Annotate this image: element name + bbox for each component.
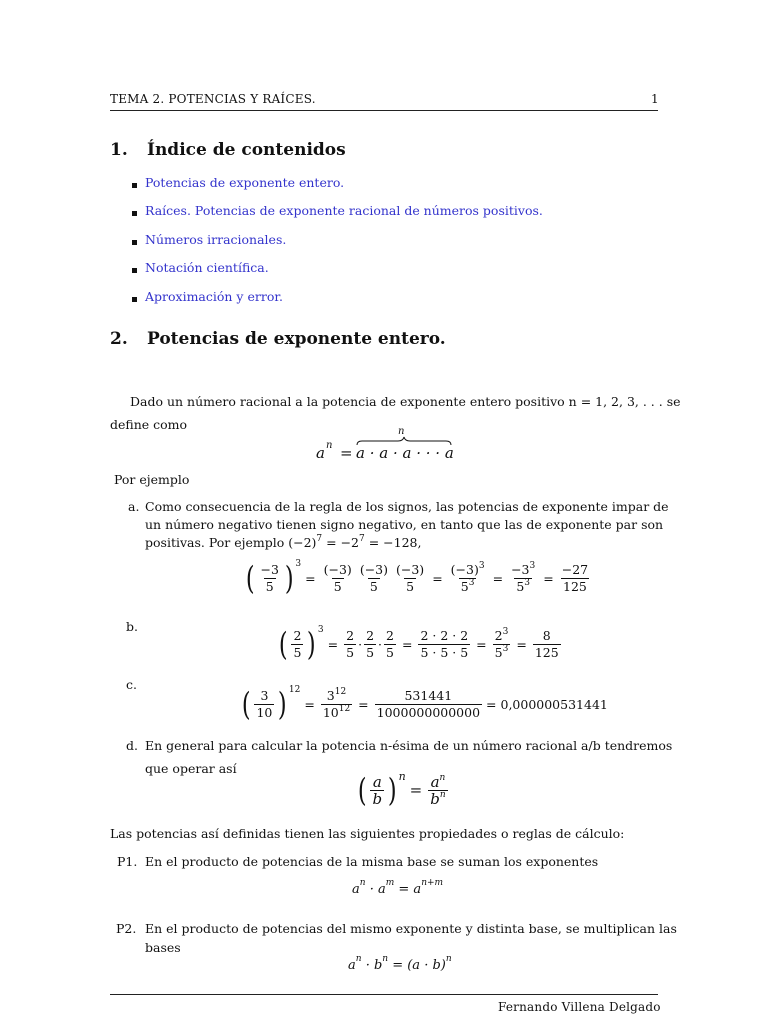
def-product: a · a · a · · · a [356,444,454,462]
property-p2-line-1: En el producto de potencias del mismo exponente y distinta base, se multiplican las [145,921,677,936]
toc-link-notacion[interactable]: Notación científica. [145,260,269,275]
intro-line-1: Dado un número racional a la potencia de exponente entero positivo n = 1, 2, 3, . . . se [130,394,681,409]
definition-formula: a n = n a · a · a · · · a [316,426,454,462]
example-a-label: a. [128,499,140,514]
bullet-icon [132,297,137,302]
example-a-line-2: un número negativo tienen signo negativo, en tanto que las de exponente par son [145,517,664,532]
intro-line-2: define como [110,417,188,432]
example-a-line-1: Como consecuencia de la regla de los signos, las potencias de exponente impar de [145,499,669,514]
section-1-title: Índice de contenidos [147,140,346,160]
example-c-result: = 0,000000531441 [486,696,608,712]
property-p1-text: En el producto de potencias de la misma base se suman los exponentes [145,854,599,869]
property-p1-label: P1. [117,854,138,869]
properties-intro: Las potencias así definidas tienen las siguientes propiedades o reglas de cálculo: [110,826,625,841]
formula-example-c: ( $\frac{3}{10}$ ) 12 = $\frac{3^{12}}{10^{12}}$ = $\frac{531441}{1000000000000}$ = 0,000000531441 [241,685,608,723]
def-base: a [316,444,325,462]
section-1-number: 1. [110,140,128,160]
footer-author: Fernando Villena Delgado [498,1000,661,1014]
por-ejemplo: Por ejemplo [114,472,190,487]
bullet-icon [132,240,137,245]
toc-link-potencias[interactable]: Potencias de exponente entero. [145,175,345,190]
toc-link-raices[interactable]: Raíces. Potencias de exponente racional de números positivos. [145,203,543,218]
bullet-icon [132,183,137,188]
formula-example-a: ( $\frac{-3}{5}$ ) 3 = $\frac{(-3)}{5}$ $\frac{(-3)}{5}$ $\frac{(-3)}{5}$ = $\frac{(-3)^3}{5^3}$ = $\frac{-3^3}{5^3}$ = $\frac{-27}{125}$ [245,559,589,597]
bullet-icon [132,268,137,273]
formula-p1: $a^n \cdot a^m = a^{n+m}$ [352,878,444,897]
running-header: TEMA 2. POTENCIAS Y RAÍCES. [110,92,316,106]
property-p2-label: P2. [116,921,137,936]
example-d-line-2: que operar así [145,761,237,776]
example-c-label: c. [126,677,137,692]
page-number: 1 [651,92,659,106]
example-d-label: d. [126,738,138,753]
bullet-icon [132,211,137,216]
toc-link-aproximacion[interactable]: Aproximación y error. [145,289,283,304]
brace-label: n [398,426,405,437]
section-2-title: Potencias de exponente entero. [147,329,446,349]
formula-example-b: ( $\frac{2}{5}$ ) 3 = $\frac{2}{5}$ · $\frac{2}{5}$ · $\frac{2}{5}$ = $\frac{2 \cdot 2 \cdot 2}{5 \cdot 5 \cdot 5}$ = $\frac{2^3}{5^3}$ = $\frac{8}{125}$ [278,625,559,663]
def-exponent: n [326,440,333,451]
toc-link-irracionales[interactable]: Números irracionales. [145,232,287,247]
property-p2-line-2: bases [145,940,181,955]
formula-p2: $a^n \cdot b^n = (a \cdot b)^n$ [348,954,452,973]
example-d-line-1: En general para calcular la potencia n-ésima de un número racional a/b tendremos [145,738,673,753]
example-b-label: b. [126,619,138,634]
formula-example-d: ( $\frac{a}{b}$ ) n = $\frac{a^n}{b^n}$ [357,769,446,809]
example-a-line-3: positivas. Por ejemplo $(-2)^7 = -2^7 = -128$, [145,534,422,550]
section-2-number: 2. [110,329,128,349]
footer-rule [110,994,658,995]
header-rule [110,110,658,111]
